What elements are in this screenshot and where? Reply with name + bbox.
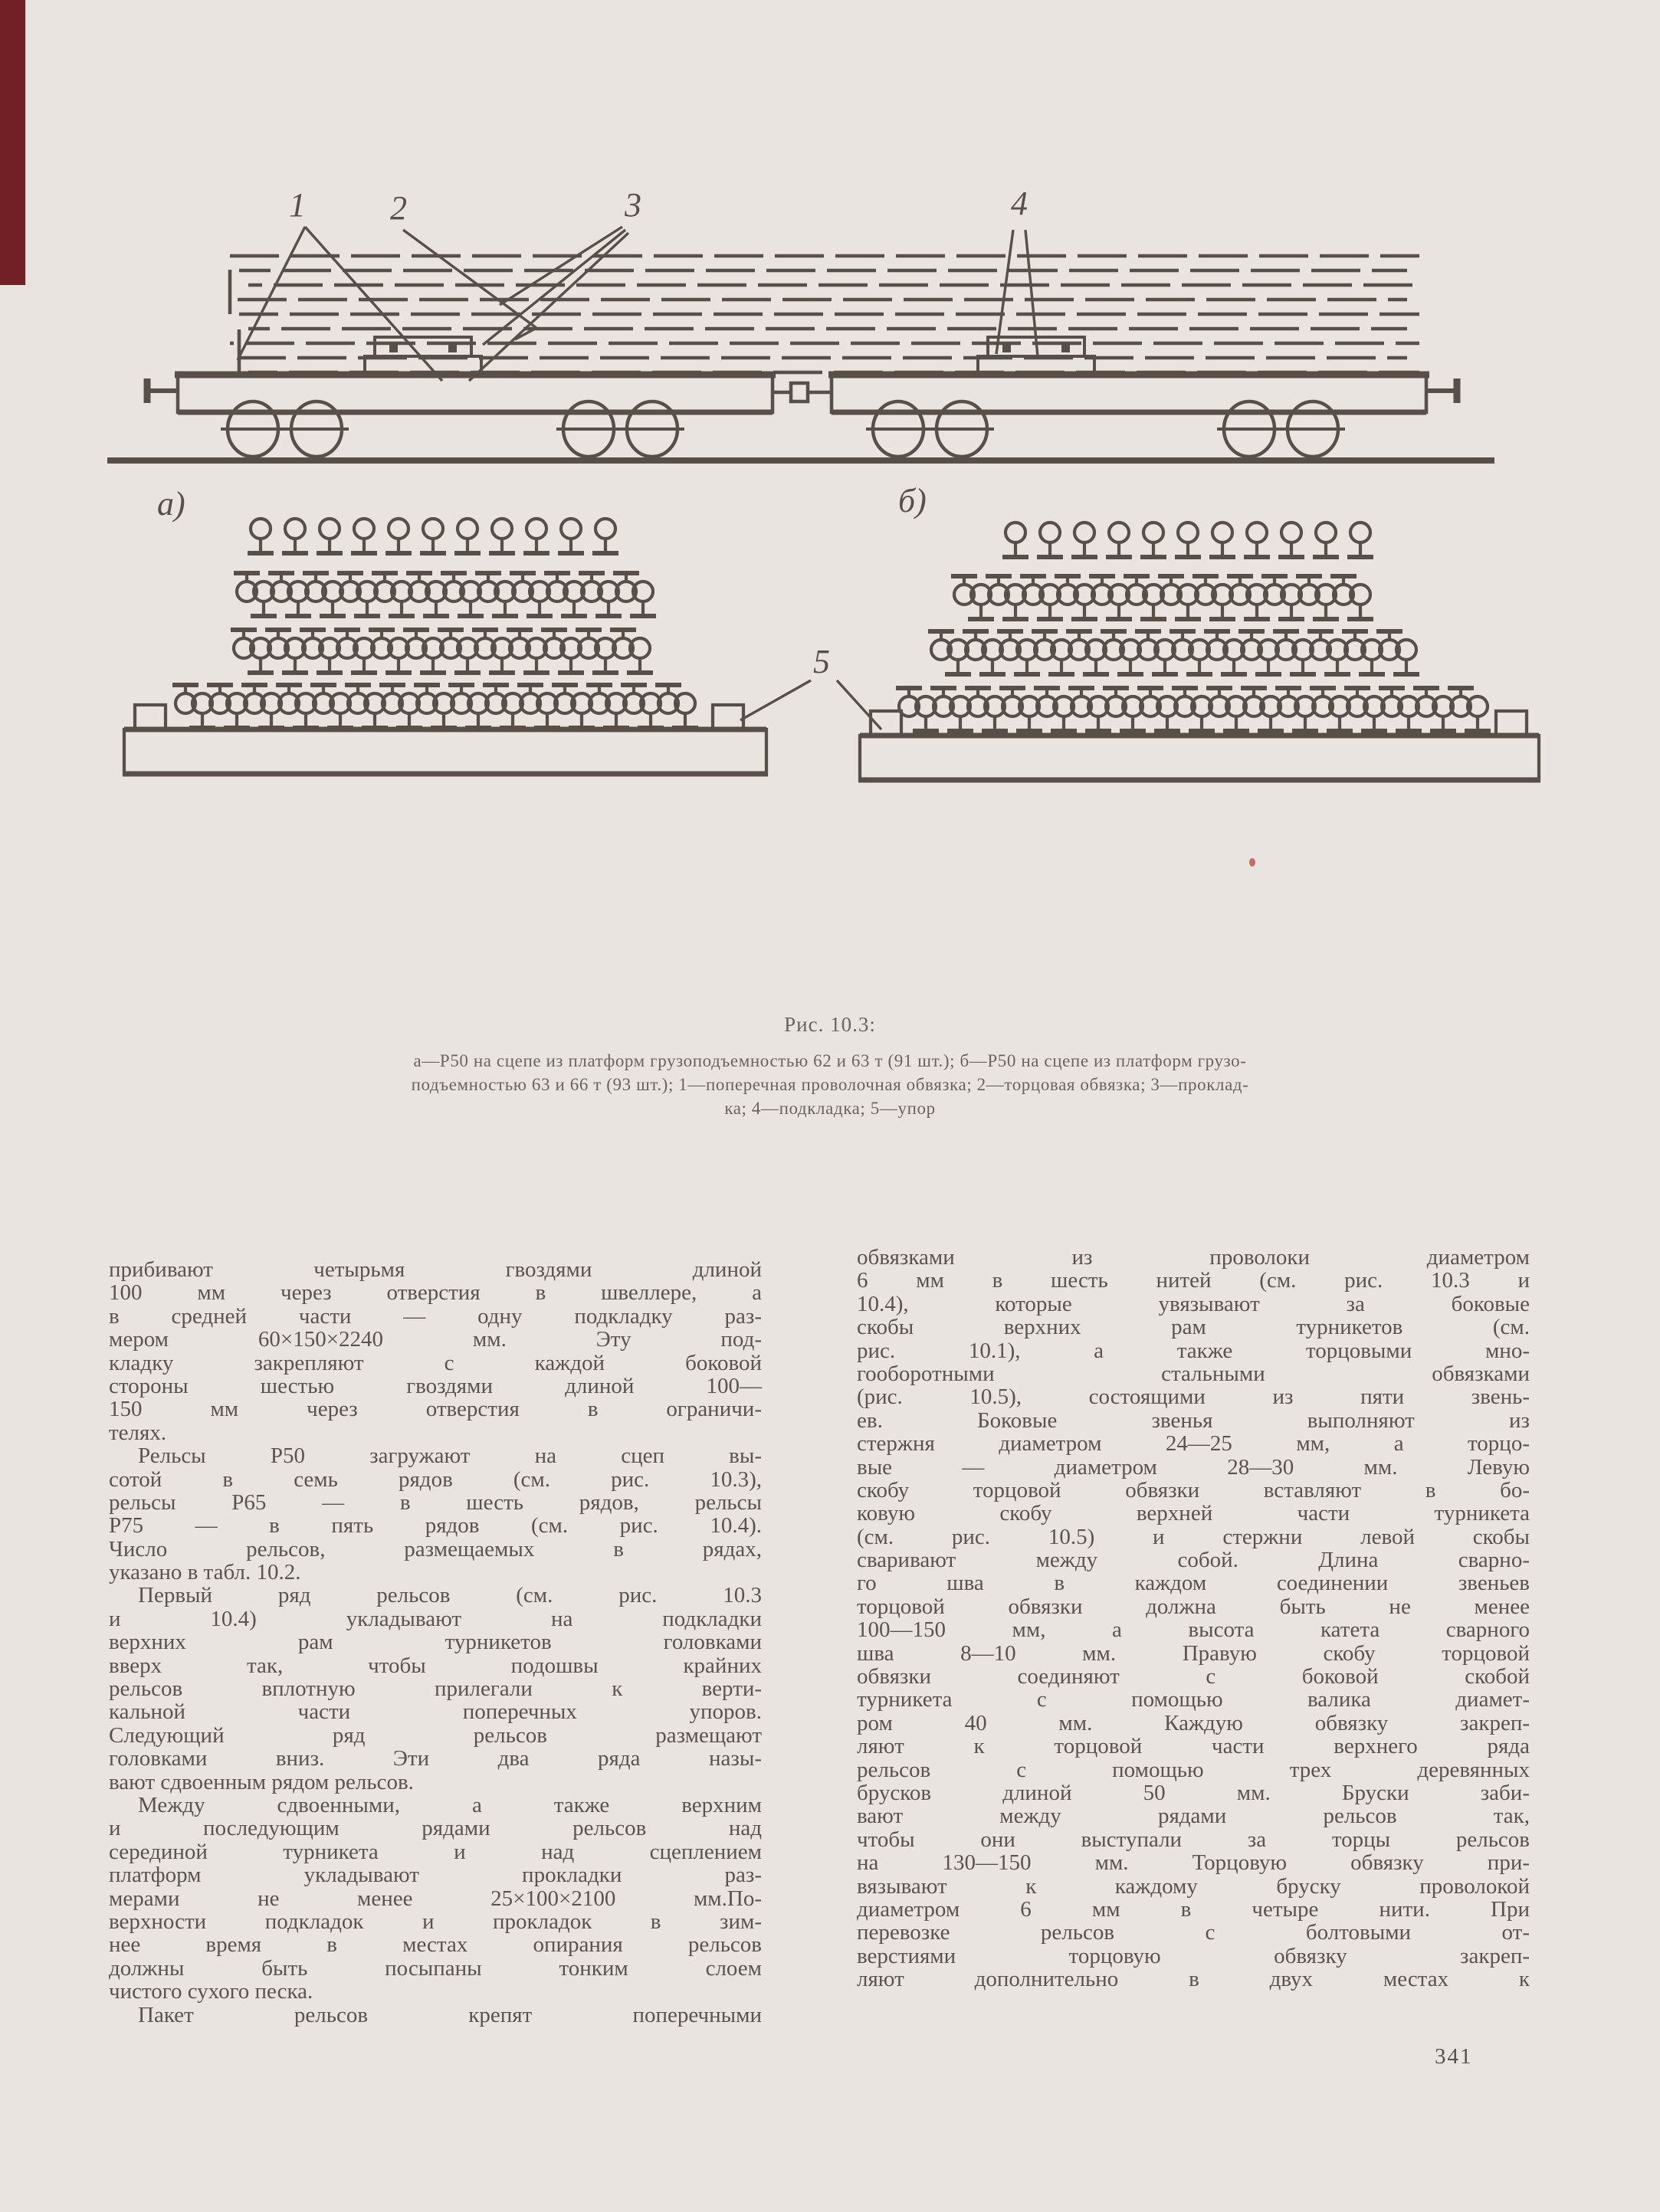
text-line: мерами не менее 25×100×2100 мм.По-	[109, 1886, 762, 1911]
callout-label-3: 3	[625, 186, 641, 224]
page-number: 341	[1435, 2044, 1473, 2069]
text-line: стороны шестью гвоздями длиной 100—	[109, 1373, 762, 1398]
text-column-right	[857, 1246, 1530, 1991]
text-line: мером 60×150×2240 мм. Эту под-	[109, 1327, 762, 1352]
text-line: вые — диаметром 28—30 мм. Левую	[857, 1454, 1530, 1480]
text-line: (рис. 10.5), состоящими из пяти звень-	[857, 1385, 1530, 1410]
text-line: рельсы Р65 — в шесть рядов, рельсы	[109, 1489, 762, 1515]
section-b-cross-view	[858, 523, 1540, 780]
text-line: рис. 10.1), а также торцовыми мно-	[857, 1338, 1530, 1363]
text-line: серединой турникета и над сцеплением	[109, 1839, 762, 1864]
text-line: рельсов вплотную прилегали к верти-	[109, 1676, 762, 1702]
figure-caption-line: ка; 4—подкладка; 5—упор	[724, 1099, 936, 1118]
text-line: Рельсы Р50 загружают на сцеп вы-	[138, 1444, 762, 1469]
text-line: скобы верхних рам турникетов (см.	[857, 1315, 1530, 1340]
text-line: Между сдвоенными, а также верхним	[138, 1792, 762, 1817]
text-line: торцовой обвязки должна быть не менее	[857, 1594, 1530, 1619]
callout-label-2: 2	[390, 189, 407, 227]
text-line: обвязками из проволоки диаметром	[857, 1245, 1530, 1270]
text-line: скобу торцовой обвязки вставляют в бо-	[857, 1477, 1530, 1503]
section-label-b: б)	[898, 482, 927, 519]
figure-caption-title: Рис. 10.3:	[784, 1013, 876, 1036]
text-line: перевозке рельсов с болтовыми от-	[857, 1920, 1530, 1945]
coupling	[773, 383, 832, 401]
text-line: ром 40 мм. Каждую обвязку закреп-	[857, 1710, 1530, 1735]
text-line: вязывают к каждому бруску проволокой	[857, 1873, 1530, 1899]
text-line: сваривают между собой. Длина сварно-	[857, 1548, 1530, 1573]
text-line: ковую скобу верхней части турникета	[857, 1501, 1530, 1526]
text-line: верстиями торцовую обвязку закреп-	[857, 1943, 1530, 1968]
text-line: нее время в местах опирания рельсов	[109, 1932, 762, 1958]
text-column-left	[109, 1258, 762, 2027]
text-line: Следующий ряд рельсов размещают	[109, 1722, 762, 1748]
figure-caption	[69, 1013, 1591, 1120]
text-line: чистого сухого песка.	[109, 1979, 313, 2004]
text-line: гооборотными стальными обвязками	[857, 1361, 1530, 1386]
text-line: диаметром 6 мм в четыре нити. При	[857, 1896, 1530, 1922]
text-line: верхних рам турникетов головками	[109, 1630, 762, 1655]
text-line: прибивают четырьмя гвоздями длиной	[109, 1257, 762, 1282]
text-line: в средней части — одну подкладку раз-	[109, 1303, 762, 1329]
text-line: ев. Боковые звенья выполняют из	[857, 1407, 1530, 1433]
flatcar-platform-2	[828, 375, 1457, 412]
text-line: вверх так, чтобы подошвы крайних	[109, 1653, 762, 1678]
figure-caption-line: подъемностью 63 и 66 т (93 шт.); 1—поперечная проволочная обвязка; 2—торцовая обвязка; 3—проклад-	[411, 1075, 1249, 1094]
text-line: шва 8—10 мм. Правую скобу торцовой	[857, 1640, 1530, 1666]
text-line: Пакет рельсов крепят поперечными	[138, 2002, 762, 2027]
text-line: платформ укладывают прокладки раз-	[109, 1863, 762, 1888]
text-line: ляют дополнительно в двух местах к	[857, 1967, 1530, 1992]
text-line: должны быть посыпаны тонким слоем	[109, 1955, 762, 1981]
callout-label-1: 1	[289, 186, 306, 224]
text-line: кладку закрепляют с каждой боковой	[109, 1350, 762, 1375]
text-line: верхности подкладок и прокладок в зим-	[109, 1909, 762, 1934]
text-line: го шва в каждом соединении звеньев	[857, 1571, 1530, 1596]
text-line: 100—150 мм, а высота катета сварного	[857, 1617, 1530, 1643]
text-line: чтобы они выступали за торцы рельсов	[857, 1827, 1530, 1852]
text-line: Число рельсов, размещаемых в рядах,	[109, 1536, 762, 1562]
scan-fleck	[1249, 858, 1255, 867]
figure-10-3-diagram	[0, 0, 1660, 858]
text-line: стержня диаметром 24—25 мм, а торцо-	[857, 1431, 1530, 1457]
text-line: Р75 — в пять рядов (см. рис. 10.4).	[109, 1513, 762, 1539]
text-line: 100 мм через отверстия в швеллере, а	[109, 1280, 762, 1306]
text-line: вают сдвоенным рядом рельсов.	[109, 1769, 414, 1794]
text-line: 10.4), которые увязывают за боковые	[857, 1291, 1530, 1316]
text-line: (см. рис. 10.5) и стержни левой скобы	[857, 1524, 1530, 1549]
text-line: ляют к торцовой части верхнего ряда	[857, 1734, 1530, 1759]
text-line: 150 мм через отверстия в ограничи-	[109, 1397, 762, 1422]
text-line: и последующим рядами рельсов над	[109, 1816, 762, 1841]
text-line: и 10.4) укладывают на подкладки	[109, 1606, 762, 1631]
text-line: на 130—150 мм. Торцовую обвязку при-	[857, 1850, 1530, 1876]
section-a-cross-view	[123, 519, 768, 774]
text-line: брусков длиной 50 мм. Бруски заби-	[857, 1780, 1530, 1805]
text-line: головками вниз. Эти два ряда назы-	[109, 1746, 762, 1771]
text-line: обвязки соединяют с боковой скобой	[857, 1664, 1530, 1689]
text-line: 6 мм в шесть нитей (см. рис. 10.3 и	[857, 1268, 1530, 1293]
text-line: кальной части поперечных упоров.	[109, 1699, 762, 1725]
text-line: указано в табл. 10.2.	[109, 1560, 301, 1585]
text-line: сотой в семь рядов (см. рис. 10.3),	[109, 1466, 762, 1492]
callout-label-4: 4	[1011, 185, 1028, 222]
text-line: телях.	[109, 1420, 167, 1445]
text-line: вают между рядами рельсов так,	[857, 1804, 1530, 1829]
text-line: турникета с помощью валика диамет-	[857, 1687, 1530, 1712]
text-line: Первый ряд рельсов (см. рис. 10.3	[138, 1583, 762, 1608]
section-label-a: а)	[157, 485, 185, 523]
flatcar-platform-1	[147, 375, 776, 412]
text-line: рельсов с помощью трех деревянных	[857, 1757, 1530, 1782]
figure-caption-line: а—Р50 на сцепе из платформ грузоподъемностью 62 и 63 т (91 шт.); б—Р50 на сцепе из платформ грузо-	[413, 1051, 1247, 1070]
callout-label-5: 5	[813, 643, 830, 680]
